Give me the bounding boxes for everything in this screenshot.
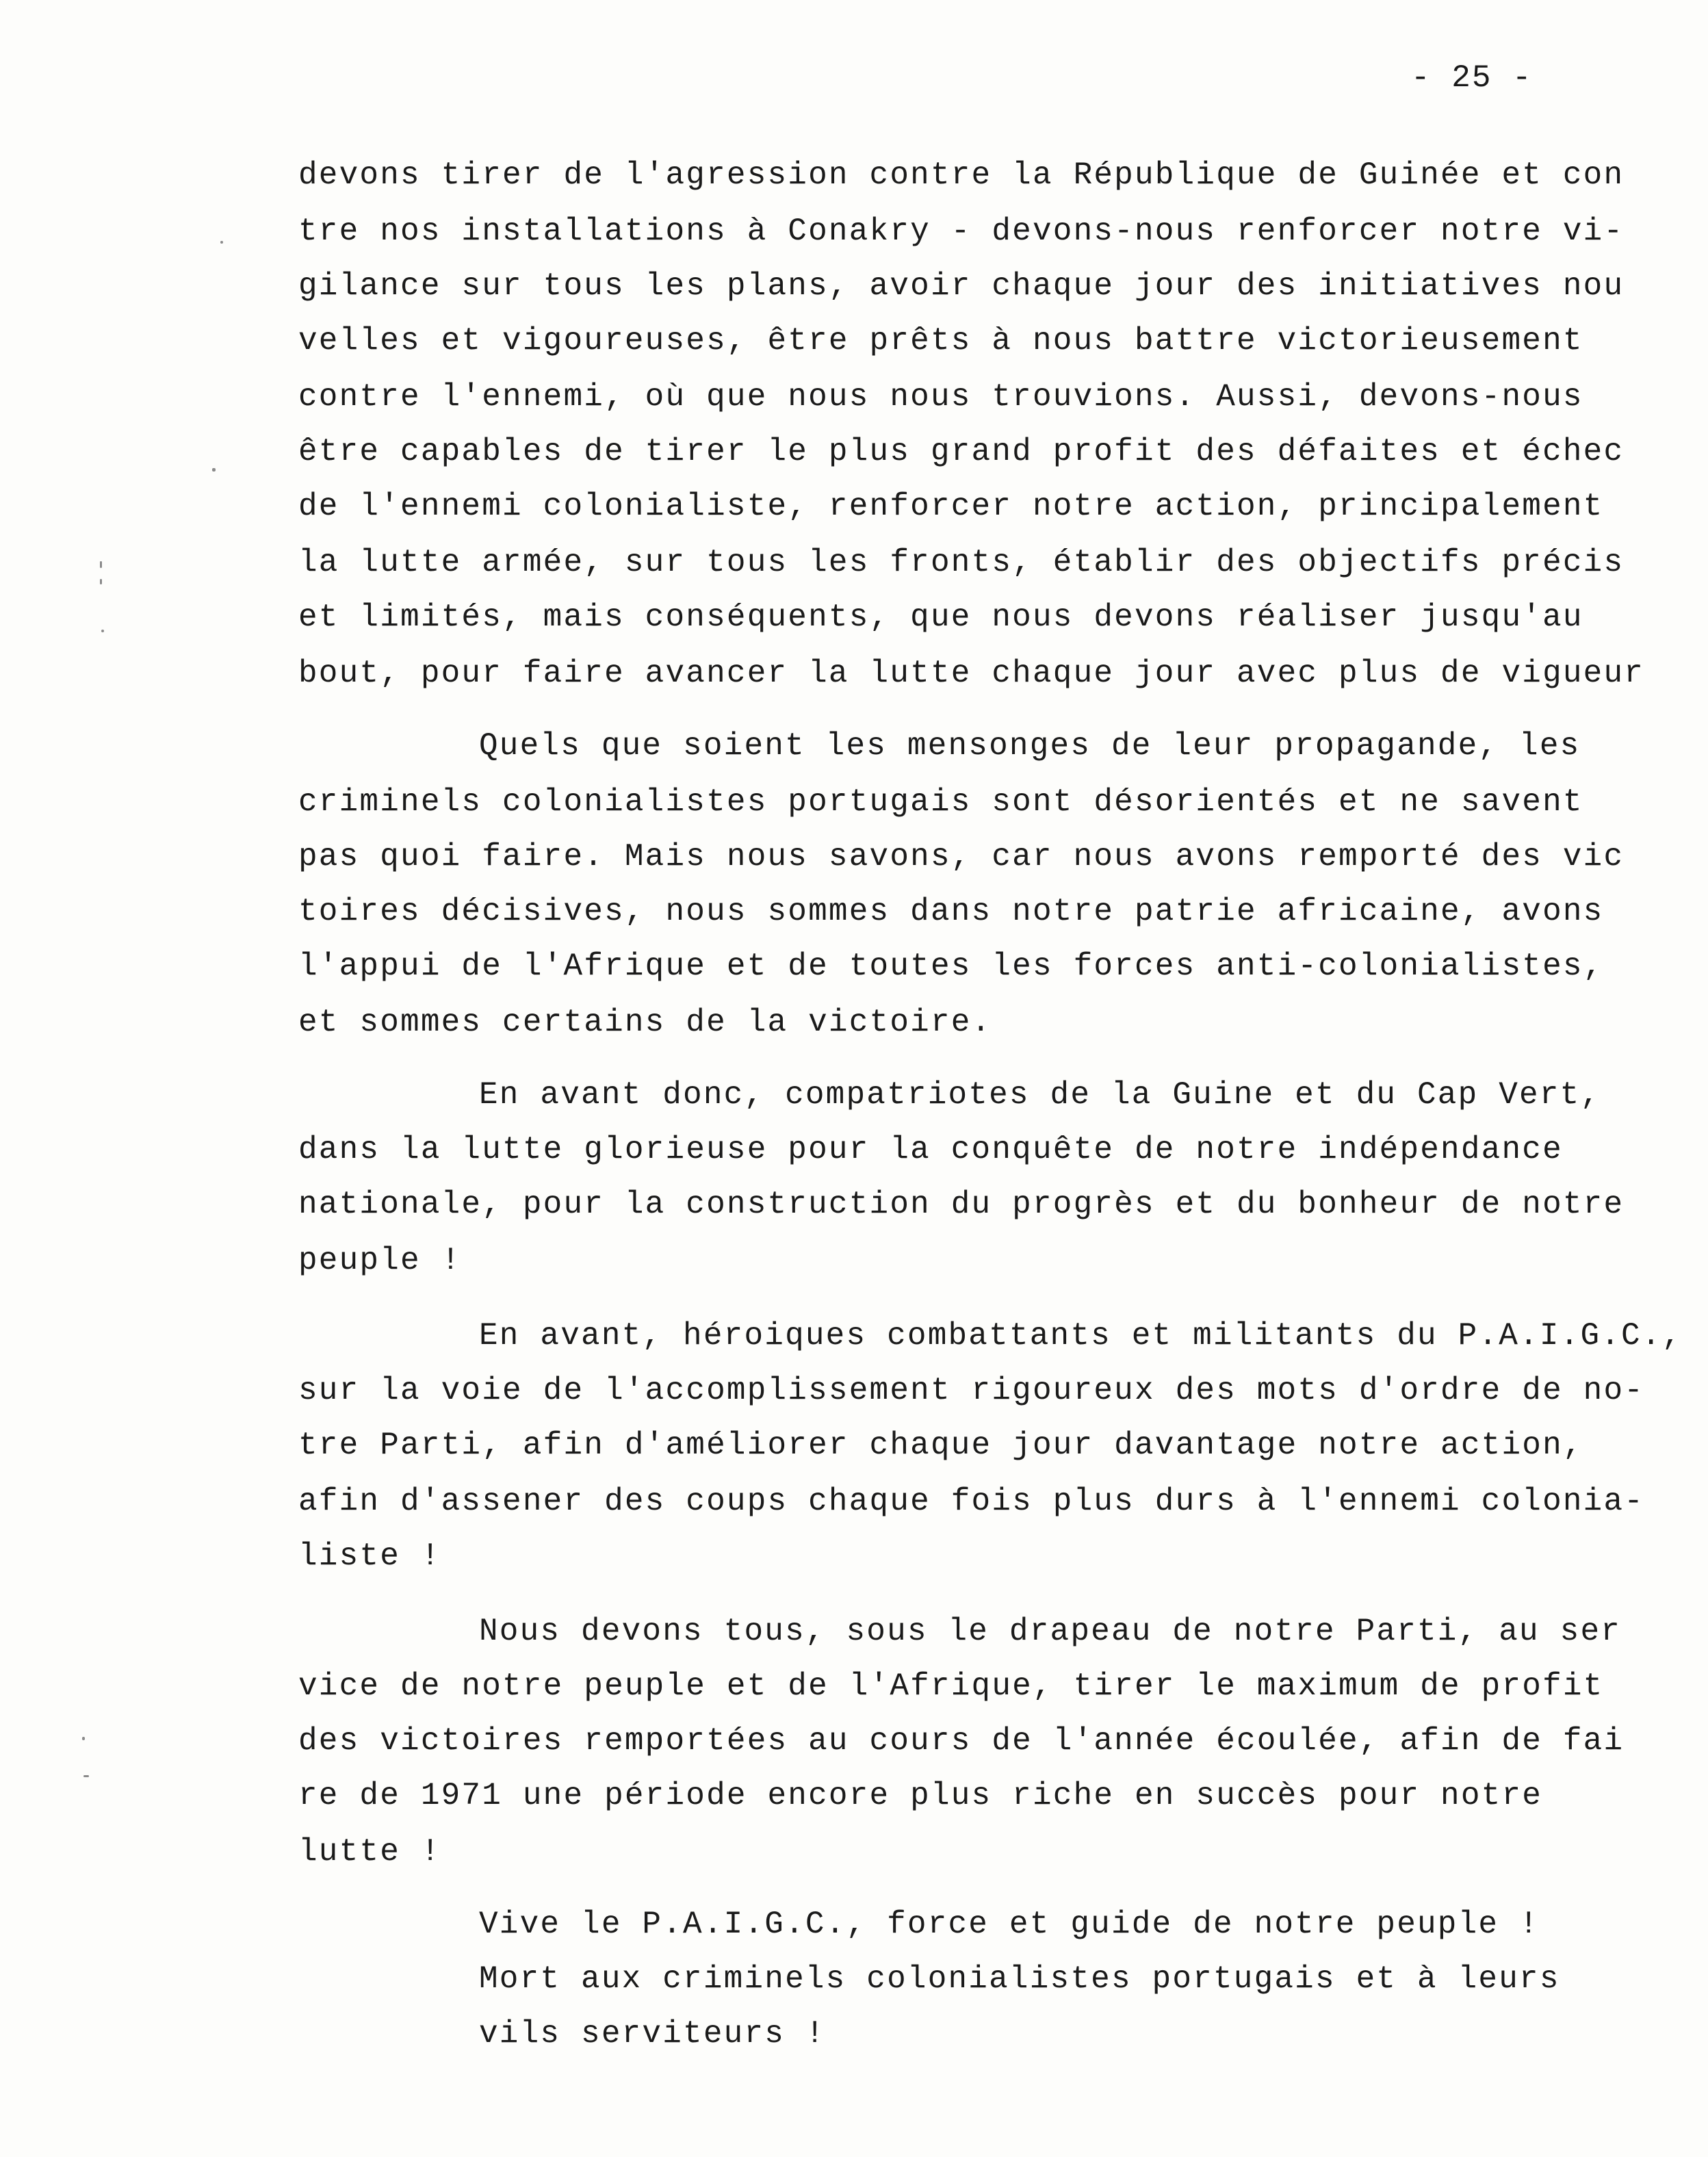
- text-line: vice de notre peuple et de l'Afrique, tirer le maximum de profit: [298, 1668, 1604, 1704]
- text-line: gilance sur tous les plans, avoir chaque jour des initiatives nou: [298, 268, 1625, 304]
- text-line: peuple !: [298, 1243, 462, 1278]
- text-line: lutte !: [298, 1834, 441, 1870]
- text-line: bout, pour faire avancer la lutte chaque jour avec plus de vigueur: [298, 656, 1645, 691]
- scan-speck: [100, 561, 102, 568]
- text-line: dans la lutte glorieuse pour la conquête de notre indépendance: [298, 1132, 1563, 1167]
- text-line: liste !: [298, 1538, 441, 1574]
- text-line: devons tirer de l'agression contre la République de Guinée et con: [298, 157, 1625, 193]
- text-line: contre l'ennemi, où que nous nous trouvions. Aussi, devons-nous: [298, 379, 1583, 415]
- page-number: - 25 -: [1411, 60, 1533, 96]
- text-line: et limités, mais conséquents, que nous devons réaliser jusqu'au: [298, 599, 1583, 635]
- text-line: criminels colonialistes portugais sont désorientés et ne savent: [298, 784, 1583, 820]
- text-line: de l'ennemi colonialiste, renforcer notre action, principalement: [298, 489, 1604, 524]
- scan-speck: [100, 579, 102, 584]
- scan-speck: [82, 1737, 85, 1740]
- text-line: sur la voie de l'accomplissement rigoureux des mots d'ordre de no-: [298, 1373, 1645, 1408]
- text-line: nationale, pour la construction du progrès et du bonheur de notre: [298, 1187, 1625, 1222]
- slogan-line: vils serviteurs !: [479, 2016, 826, 2052]
- text-line: être capables de tirer le plus grand profit des défaites et échec: [298, 434, 1625, 469]
- text-line: tre nos installations à Conakry - devons-nous renforcer notre vi-: [298, 214, 1625, 249]
- text-line: des victoires remportées au cours de l'année écoulée, afin de fai: [298, 1723, 1625, 1759]
- text-line: re de 1971 une période encore plus riche en succès pour notre: [298, 1778, 1543, 1813]
- slogan-line: Vive le P.A.I.G.C., force et guide de notre peuple !: [479, 1907, 1540, 1942]
- slogan-line: Mort aux criminels colonialistes portugais et à leurs: [479, 1961, 1560, 1997]
- text-line: En avant, héroiques combattants et militants du P.A.I.G.C.,: [479, 1318, 1683, 1354]
- scan-speck: [101, 630, 104, 632]
- text-line: et sommes certains de la victoire.: [298, 1005, 992, 1040]
- text-line: En avant donc, compatriotes de la Guine et du Cap Vert,: [479, 1077, 1601, 1113]
- text-line: l'appui de l'Afrique et de toutes les forces anti-colonialistes,: [298, 948, 1604, 984]
- text-line: la lutte armée, sur tous les fronts, établir des objectifs précis: [298, 545, 1625, 580]
- scan-speck: [212, 468, 216, 472]
- text-line: Quels que soient les mensonges de leur propagande, les: [479, 728, 1581, 764]
- scan-speck: [220, 241, 223, 244]
- text-line: pas quoi faire. Mais nous savons, car nous avons remporté des vic: [298, 839, 1625, 875]
- scan-speck: [83, 1775, 89, 1777]
- text-line: toires décisives, nous sommes dans notre patrie africaine, avons: [298, 894, 1604, 929]
- text-line: afin d'assener des coups chaque fois plus durs à l'ennemi colonia-: [298, 1484, 1645, 1519]
- text-line: tre Parti, afin d'améliorer chaque jour davantage notre action,: [298, 1428, 1583, 1463]
- text-line: velles et vigoureuses, être prêts à nous battre victorieusement: [298, 323, 1583, 359]
- text-line: Nous devons tous, sous le drapeau de notre Parti, au ser: [479, 1614, 1622, 1649]
